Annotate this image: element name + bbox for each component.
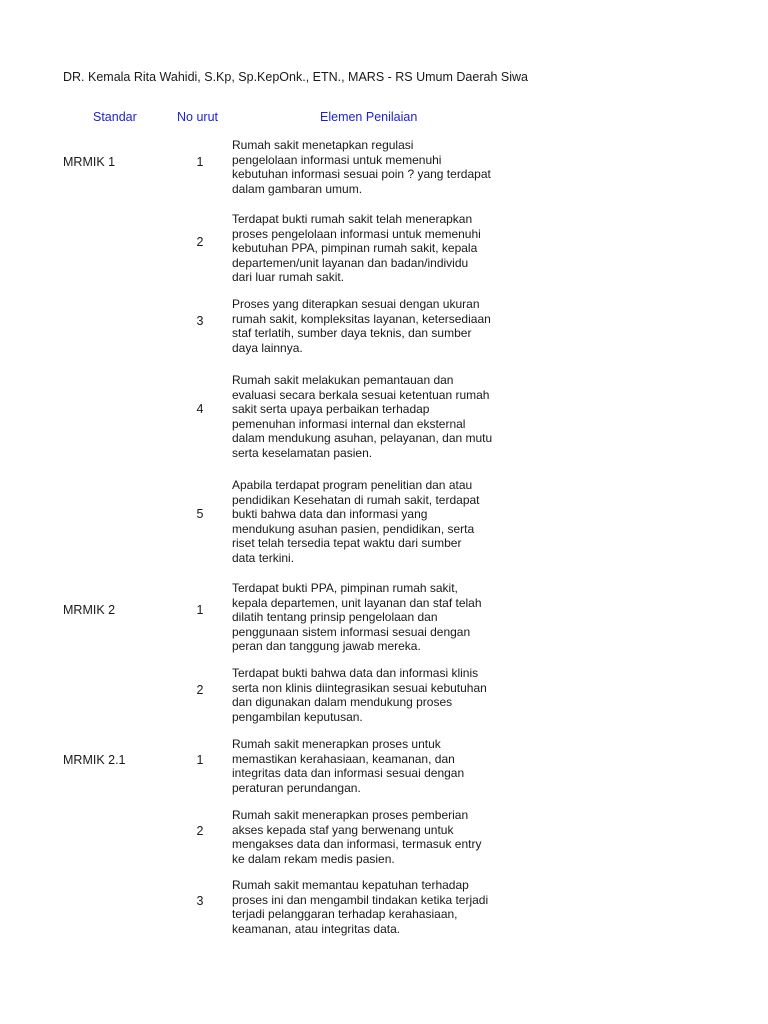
item-number: 1 (196, 753, 204, 767)
item-number: 3 (196, 894, 204, 908)
item-number: 1 (196, 155, 204, 169)
author-header: DR. Kemala Rita Wahidi, S.Kp, Sp.KepOnk., ETN., MARS - RS Umum Daerah Siwa (63, 70, 528, 84)
assessment-element: Proses yang diterapkan sesuai dengan ukuran rumah sakit, kompleksitas layanan, ketersediaan staf terlatih, sumber daya teknis, dan sumber daya lainnya. (232, 297, 491, 355)
column-header-standar: Standar (93, 110, 137, 124)
assessment-element: Rumah sakit menerapkan proses pemberian akses kepada staf yang berwenang untuk mengakses data dan informasi, termasuk entry ke dalam rekam medis pasien. (232, 808, 482, 866)
item-number: 2 (196, 824, 204, 838)
assessment-element: Rumah sakit melakukan pemantauan dan evaluasi secara berkala sesuai ketentuan rumah sakit serta upaya perbaikan terhadap pemenuhan informasi internal dan eksternal dalam mendukung asuhan, pelayanan, dan mutu serta keselamatan pasien. (232, 373, 493, 460)
item-number: 2 (196, 235, 204, 249)
item-number: 5 (196, 507, 204, 521)
assessment-element: Rumah sakit memantau kepatuhan terhadap proses ini dan mengambil tindakan ketika terjadi terjadi pelanggaran terhadap kerahasiaan, keamanan, atau integritas data. (232, 878, 489, 936)
item-number: 3 (196, 314, 204, 328)
assessment-element: Apabila terdapat program penelitian dan atau pendidikan Kesehatan di rumah sakit, terdapat bukti bahwa data dan informasi yang mendukung asuhan pasien, pendidikan, serta riset telah tersedia tepat waktu dari sumber data terkini. (232, 478, 480, 565)
assessment-element: Rumah sakit menerapkan proses untuk memastikan kerahasiaan, keamanan, dan integritas data dan informasi sesuai dengan peraturan perundangan. (232, 737, 465, 795)
standard-code: MRMIK 2 (63, 603, 116, 617)
standard-code: MRMIK 1 (63, 155, 116, 169)
item-number: 4 (196, 402, 204, 416)
standard-code: MRMIK 2.1 (63, 753, 126, 767)
assessment-element: Terdapat bukti bahwa data dan informasi klinis serta non klinis diintegrasikan sesuai kebutuhan dan digunakan dalam mendukung proses pengambilan keputusan. (232, 666, 487, 724)
assessment-element: Terdapat bukti PPA, pimpinan rumah sakit, kepala departemen, unit layanan dan staf telah dilatih tentang prinsip pengelolaan dan penggunaan sistem informasi sesuai dengan peran dan tanggung jawab mereka. (232, 581, 482, 654)
assessment-element: Terdapat bukti rumah sakit telah menerapkan proses pengelolaan informasi untuk memenuhi kebutuhan PPA, pimpinan rumah sakit, kepala departemen/unit layanan dan badan/individu dari luar rumah sakit. (232, 212, 481, 285)
column-header-no-urut: No urut (177, 110, 218, 124)
item-number: 1 (196, 603, 204, 617)
item-number: 2 (196, 683, 204, 697)
assessment-element: Rumah sakit menetapkan regulasi pengelolaan informasi untuk memenuhi kebutuhan informasi sesuai poin ? yang terdapat dalam gambaran umum. (232, 138, 491, 196)
column-header-elemen-penilaian: Elemen Penilaian (320, 110, 418, 124)
